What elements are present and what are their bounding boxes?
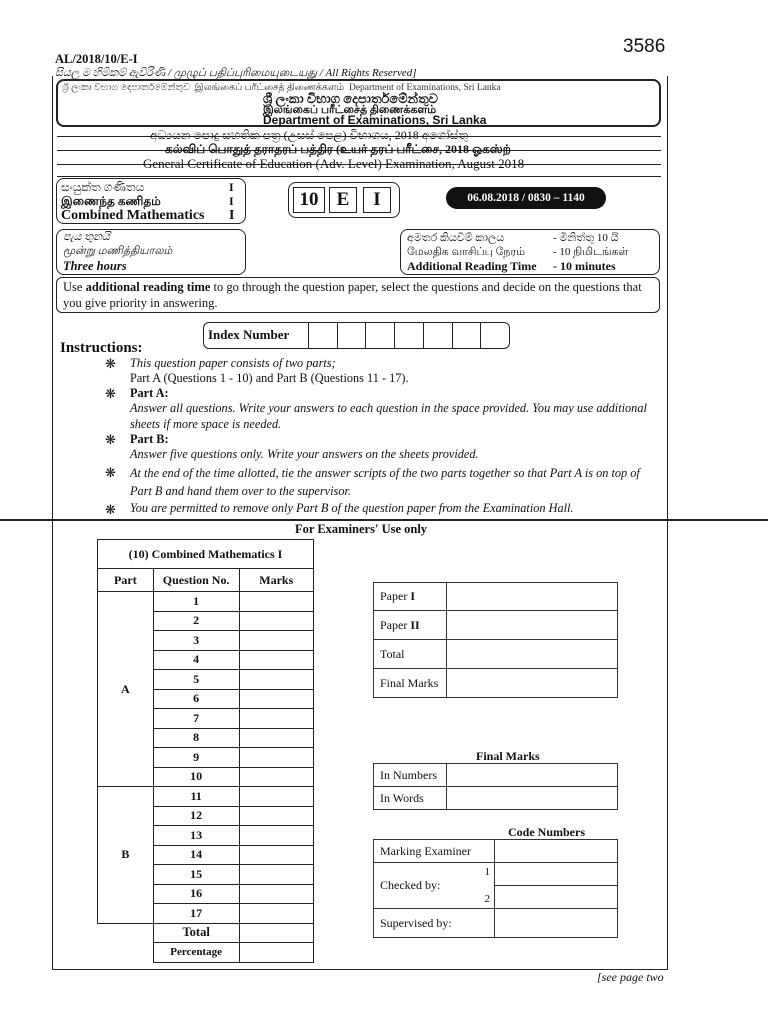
marks-cell[interactable] — [239, 748, 314, 768]
question-number: 4 — [153, 650, 239, 670]
code-letter: E — [329, 187, 357, 213]
question-number: 1 — [153, 592, 239, 612]
index-cell[interactable] — [480, 323, 509, 348]
bullet-icon: ❋ — [105, 432, 116, 447]
department-header — [56, 79, 661, 127]
code-part: I — [363, 187, 391, 213]
index-cell[interactable] — [452, 323, 481, 348]
paper-num: I — [410, 589, 415, 603]
dept-title-tamil: இலங்கைப் பரீட்சைத் திணைக்களம் — [263, 104, 437, 116]
index-cell[interactable] — [394, 323, 423, 348]
final-marks-table — [373, 763, 618, 810]
duration-box — [56, 229, 246, 275]
subject-box — [56, 178, 246, 224]
marks-cell[interactable] — [239, 670, 314, 690]
instructions-title: Instructions: — [60, 340, 143, 356]
instruction-5: Part B: — [130, 432, 169, 446]
paper-i-label — [374, 583, 447, 611]
instruction-1: This question paper consists of two parts; — [130, 356, 336, 370]
marks-cell[interactable] — [239, 631, 314, 651]
see-page-two: [see page two — [597, 970, 664, 984]
question-number: 7 — [153, 709, 239, 729]
reading-note-bold: additional reading time — [85, 280, 211, 294]
marks-cell[interactable] — [239, 767, 314, 787]
duration-tamil: மூன்று மணித்தியாலம் — [63, 245, 173, 257]
reading-english-value: - 10 minutes — [553, 259, 616, 273]
marks-cell[interactable] — [239, 611, 314, 631]
reading-sinhala: අමතර කියවීම් කාලය — [407, 232, 505, 244]
reading-note — [63, 279, 653, 311]
question-number: 13 — [153, 826, 239, 846]
marks-table — [97, 539, 314, 963]
checked-by-text: Checked by: — [380, 878, 441, 892]
final-marks-value[interactable] — [447, 669, 618, 698]
checked-2: 2 — [484, 893, 490, 905]
question-number: 16 — [153, 884, 239, 904]
col-part: Part — [98, 569, 154, 592]
paper-totals-table — [373, 582, 618, 698]
marks-cell[interactable] — [239, 904, 314, 924]
index-number-cells — [308, 323, 509, 348]
checked-by-label — [374, 863, 495, 909]
marks-cell[interactable] — [239, 728, 314, 748]
reading-sinhala-value: - මිනිත්තු 10 යි — [553, 232, 619, 244]
paper-num: II — [410, 617, 420, 632]
marking-examiner-code[interactable] — [495, 840, 618, 863]
marks-cell[interactable] — [239, 689, 314, 709]
dept-title-sinhala: ශ්‍රී ලංකා විභාග දෙපාර්තමේන්තුව — [263, 91, 439, 106]
in-words-value[interactable] — [447, 787, 618, 810]
question-number: 6 — [153, 689, 239, 709]
section-divider — [0, 519, 768, 521]
question-number: 3 — [153, 631, 239, 651]
question-number: 10 — [153, 767, 239, 787]
reading-note-box — [56, 277, 660, 313]
exam-title-tamil: கல்விப் பொதுத் தராதரப் பத்திர (உயர் தரப் பரீட்சை, 2018 ஓகஸ்ற் — [165, 142, 511, 156]
bullet-icon: ❋ — [105, 502, 116, 517]
final-marks-title: Final Marks — [476, 749, 540, 763]
instruction-8: You are permitted to remove only Part B of the question paper from the Examination Hall. — [130, 501, 574, 515]
marks-cell[interactable] — [239, 592, 314, 612]
marks-cell[interactable] — [239, 845, 314, 865]
marks-cell[interactable] — [239, 865, 314, 885]
total-marks-cell[interactable] — [239, 923, 314, 943]
final-marks-label: Final Marks — [374, 669, 447, 698]
paper-ii-label — [374, 611, 447, 640]
subject-part-2: I — [229, 194, 234, 208]
code-number: 10 — [293, 187, 325, 213]
reading-time-box — [400, 229, 660, 275]
paper-total-label: Total — [374, 640, 447, 669]
question-number: 17 — [153, 904, 239, 924]
reading-tamil-value: - 10 நிமிடங்கள் — [553, 246, 629, 258]
col-question: Question No. — [153, 569, 239, 592]
instruction-2: Part A (Questions 1 - 10) and Part B (Questions 11 - 17). — [130, 371, 409, 385]
in-numbers-value[interactable] — [447, 764, 618, 787]
checked-by-1-code[interactable] — [495, 863, 618, 886]
question-number: 2 — [153, 611, 239, 631]
paper-label: Paper — [380, 617, 408, 632]
question-number: 5 — [153, 670, 239, 690]
exam-date-time: 06.08.2018 / 0830 – 1140 — [446, 187, 606, 209]
subject-sinhala: සංයුක්ත ගණිතය — [61, 180, 145, 194]
checked-1: 1 — [484, 866, 490, 878]
question-number: 14 — [153, 845, 239, 865]
percentage-cell[interactable] — [239, 943, 314, 963]
part-a-label: A — [98, 592, 154, 787]
marks-cell[interactable] — [239, 884, 314, 904]
dept-tamil-small: இலங்கைப் பரீட்சைத் திணைக்களம் — [194, 83, 345, 93]
instruction-4: Answer all questions. Write your answers to each question in the space provided. You may use additional sheets if more space is needed. — [130, 401, 647, 431]
exam-title-sinhala: අධ්‍යයන පොදු සහතික පත්‍ර (උසස් පෙළ) විභාගය, 2018 අගෝස්තු — [150, 128, 469, 142]
reading-note-pre: Use — [63, 280, 86, 294]
col-marks: Marks — [239, 569, 314, 592]
dept-english-small: Department of Examinations, Sri Lanka — [348, 83, 501, 93]
marks-cell[interactable] — [239, 650, 314, 670]
marks-cell[interactable] — [239, 806, 314, 826]
question-number: 8 — [153, 728, 239, 748]
exam-title-english: General Certificate of Education (Adv. Level) Examination, August 2018 — [143, 156, 525, 171]
instruction-6: Answer five questions only. Write your answers on the sheets provided. — [130, 447, 479, 461]
serial-number: 3586 — [623, 36, 666, 57]
paper-ii-marks[interactable] — [447, 611, 618, 640]
question-number: 11 — [153, 787, 239, 807]
bullet-icon: ❋ — [105, 386, 116, 401]
instruction-3: Part A: — [130, 386, 169, 400]
subject-part-1: I — [229, 180, 234, 194]
rights-reserved: සියලු ම හිමිකම් ඇවිරිණි / முழுப் பதிப்புரிமையுடையது / All Rights Reserved] — [55, 67, 417, 79]
marks-table-title: (10) Combined Mathematics I — [98, 540, 314, 569]
index-number-box — [203, 322, 510, 349]
reading-english: Additional Reading Time — [407, 259, 537, 273]
paper-total-marks[interactable] — [447, 640, 618, 669]
index-cell[interactable] — [308, 323, 337, 348]
bullet-icon: ❋ — [105, 465, 116, 480]
paper-label: Paper — [380, 589, 408, 603]
part-b-label: B — [98, 787, 154, 924]
question-number: 15 — [153, 865, 239, 885]
code-numbers-title: Code Numbers — [508, 825, 585, 839]
total-label: Total — [153, 923, 239, 943]
instruction-7: At the end of the time allotted, tie the answer scripts of the two parts together so that Part A is on top of Part B and hand them over to the supervisor. — [130, 466, 640, 498]
question-number: 12 — [153, 806, 239, 826]
reading-note-post: to go through the question paper, select the questions and decide on the questions that you give priority in answering. — [63, 280, 642, 310]
subject-part-3: I — [229, 208, 235, 223]
dept-sinhala-small: ශ්‍රී ලංකා විභාග දෙපාර්තමේන්තුව — [62, 83, 190, 93]
reading-tamil: மேலதிக வாசிப்பு நேரம் — [407, 246, 526, 258]
subject-tamil: இணைந்த கணிதம் — [61, 194, 161, 208]
percentage-label: Percentage — [153, 943, 239, 963]
marks-cell[interactable] — [239, 787, 314, 807]
paper-code: AL/2018/10/E-I — [55, 52, 138, 66]
marking-examiner-label: Marking Examiner — [374, 840, 495, 863]
bullet-icon: ❋ — [105, 356, 116, 371]
index-number-label: Index Number — [208, 327, 290, 342]
marks-cell[interactable] — [239, 826, 314, 846]
code-numbers-table — [373, 839, 618, 938]
duration-english: Three hours — [63, 259, 127, 273]
supervised-by-label: Supervised by: — [374, 909, 495, 938]
index-cell[interactable] — [337, 323, 366, 348]
question-number: 9 — [153, 748, 239, 768]
duration-sinhala: පැය තුනයි — [63, 231, 110, 243]
supervised-by-code[interactable] — [495, 909, 618, 938]
index-cell[interactable] — [365, 323, 394, 348]
checked-by-2-code[interactable] — [495, 886, 618, 909]
subject-english: Combined Mathematics — [61, 208, 205, 223]
marks-cell[interactable] — [239, 709, 314, 729]
subject-code — [288, 182, 400, 218]
paper-i-marks[interactable] — [447, 583, 618, 611]
in-numbers-label: In Numbers — [374, 764, 447, 787]
examiners-title: For Examiners' Use only — [295, 522, 428, 536]
dept-title-english: Department of Examinations, Sri Lanka — [263, 113, 487, 127]
index-cell[interactable] — [423, 323, 452, 348]
in-words-label: In Words — [374, 787, 447, 810]
